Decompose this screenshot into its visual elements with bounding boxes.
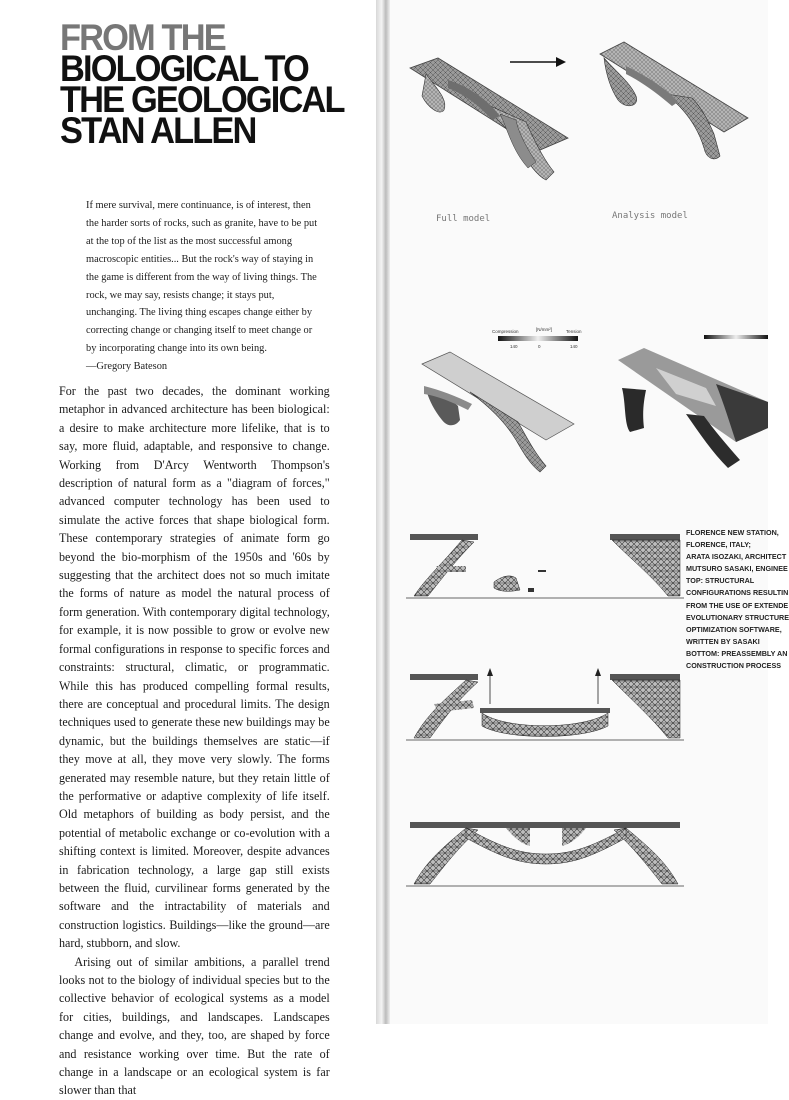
caption-line: BOTTOM: PREASSEMBLY AN (686, 648, 788, 658)
scale-unit-label: [N/mm²] (536, 327, 552, 332)
caption-line: TOP: STRUCTURAL (686, 576, 755, 586)
article-body (59, 382, 330, 1100)
body-paragraph-1: For the past two decades, the dominant working metaphor in advanced architecture has been biological: a desire to make architecture more lifelike, that is to say, more fluid, adaptable, and responsive to change. Working from D'Arcy Wentworth Thompson's description of natural form as a "diagram of forces," advanced computer technology has been used to simulate the active forces that shape biological form. These contemporary strategies of animate form go beyond the bio-morphism of the 1950s and '60s by suggesting that the architect does not so much imitate the forms of nature as model the natural process of form generation. With contemporary digital technology, for example, it is now possible to grow or evolve new formal configurations in response to specific forces and constraints: structural, climatic, or programmatic. While this has produced compelling formal results, there are conceptual and procedural limits. The design techniques used to generate these new buildings may be dynamic, but the buildings themselves are static—if they move at all, they move very slowly. The forms generated may resemble nature, but they retain little of the performative or adaptive complexity of life itself. Old metaphors of building as body persist, and the potential of metabolic exchange or co-evolution with a shifting context is limited. Moreover, despite advances in fabrication technology, a large gap still exists between the fluid, curvilinear forms generated by the software and the intractability of materials and construction logistics. Buildings—like the ground—are hard, stubborn, and slow. (59, 384, 330, 951)
scale-zero-value: 0 (538, 344, 541, 349)
caption-line: CONFIGURATIONS RESULTIN (686, 588, 789, 598)
construction-stage-top (406, 526, 684, 604)
caption-line: FROM THE USE OF EXTENDE (686, 600, 789, 610)
figure-caption (686, 527, 789, 672)
caption-line: OPTIMIZATION SOFTWARE, (686, 624, 782, 634)
epigraph-attribution: —Gregory Bateson (86, 361, 168, 373)
epigraph (86, 197, 318, 376)
displacement-scale-bar (700, 334, 768, 342)
arrow-right-icon (508, 52, 568, 72)
scale-min-value: 140 (510, 344, 518, 349)
caption-line: WRITTEN BY SASAKI (686, 636, 760, 646)
title-line-1: FROM THE (60, 17, 225, 58)
stress-scale-bar (498, 336, 578, 344)
full-model-label: Full model (436, 214, 491, 224)
title-line-3: THE GEOLOGICAL (60, 79, 344, 120)
construction-stage-middle (406, 660, 684, 746)
analysis-model-label: Analysis model (612, 211, 688, 221)
right-page (390, 0, 789, 1024)
caption-line: MUTSURO SASAKI, ENGINEE (686, 564, 788, 574)
article-title (60, 17, 344, 151)
body-paragraph-2: Arising out of similar ambitions, a parallel trend looks not to the biology of individual species but to the collective behavior of ecological systems as a model for cities, buildings, and landscapes. Landscapes change and evolve, and they, too, are shaped by force and resistance working over time. But the rate of change in a landscape or an ecological system is far slower than that (59, 954, 330, 1098)
caption-line: ARATA ISOZAKI, ARCHITECT (686, 552, 787, 562)
analysis-model-render (596, 36, 756, 166)
scale-tension-label: Tension (566, 329, 582, 334)
title-line-2: BIOLOGICAL TO (60, 48, 308, 89)
scale-compression-label: Compression (492, 329, 519, 334)
author-name: STAN ALLEN (60, 110, 256, 151)
epigraph-quote: If mere survival, mere continuance, is of interest, then the harder sorts of rocks, such as granite, have to be put at the top of the list as the most successful among macroscopic entities... But the rock's way of staying in the game is different from the way of living things. The rock, we may say, resists change; it stays put, unchanging. The living thing escapes change either by correcting change or changing itself to meet change or by incorporating change into its own being. (86, 200, 318, 355)
displacement-analysis-render (616, 344, 768, 474)
stress-analysis-render (420, 350, 580, 475)
construction-stage-bottom (406, 814, 684, 892)
scale-max-value: 140 (570, 344, 578, 349)
caption-line: FLORENCE NEW STATION, (686, 528, 779, 537)
left-page (0, 0, 382, 1098)
book-gutter (376, 0, 390, 1024)
caption-line: EVOLUTIONARY STRUCTURE (686, 612, 789, 622)
caption-line: FLORENCE, ITALY; (686, 540, 751, 550)
caption-line: CONSTRUCTION PROCESS (686, 661, 782, 671)
